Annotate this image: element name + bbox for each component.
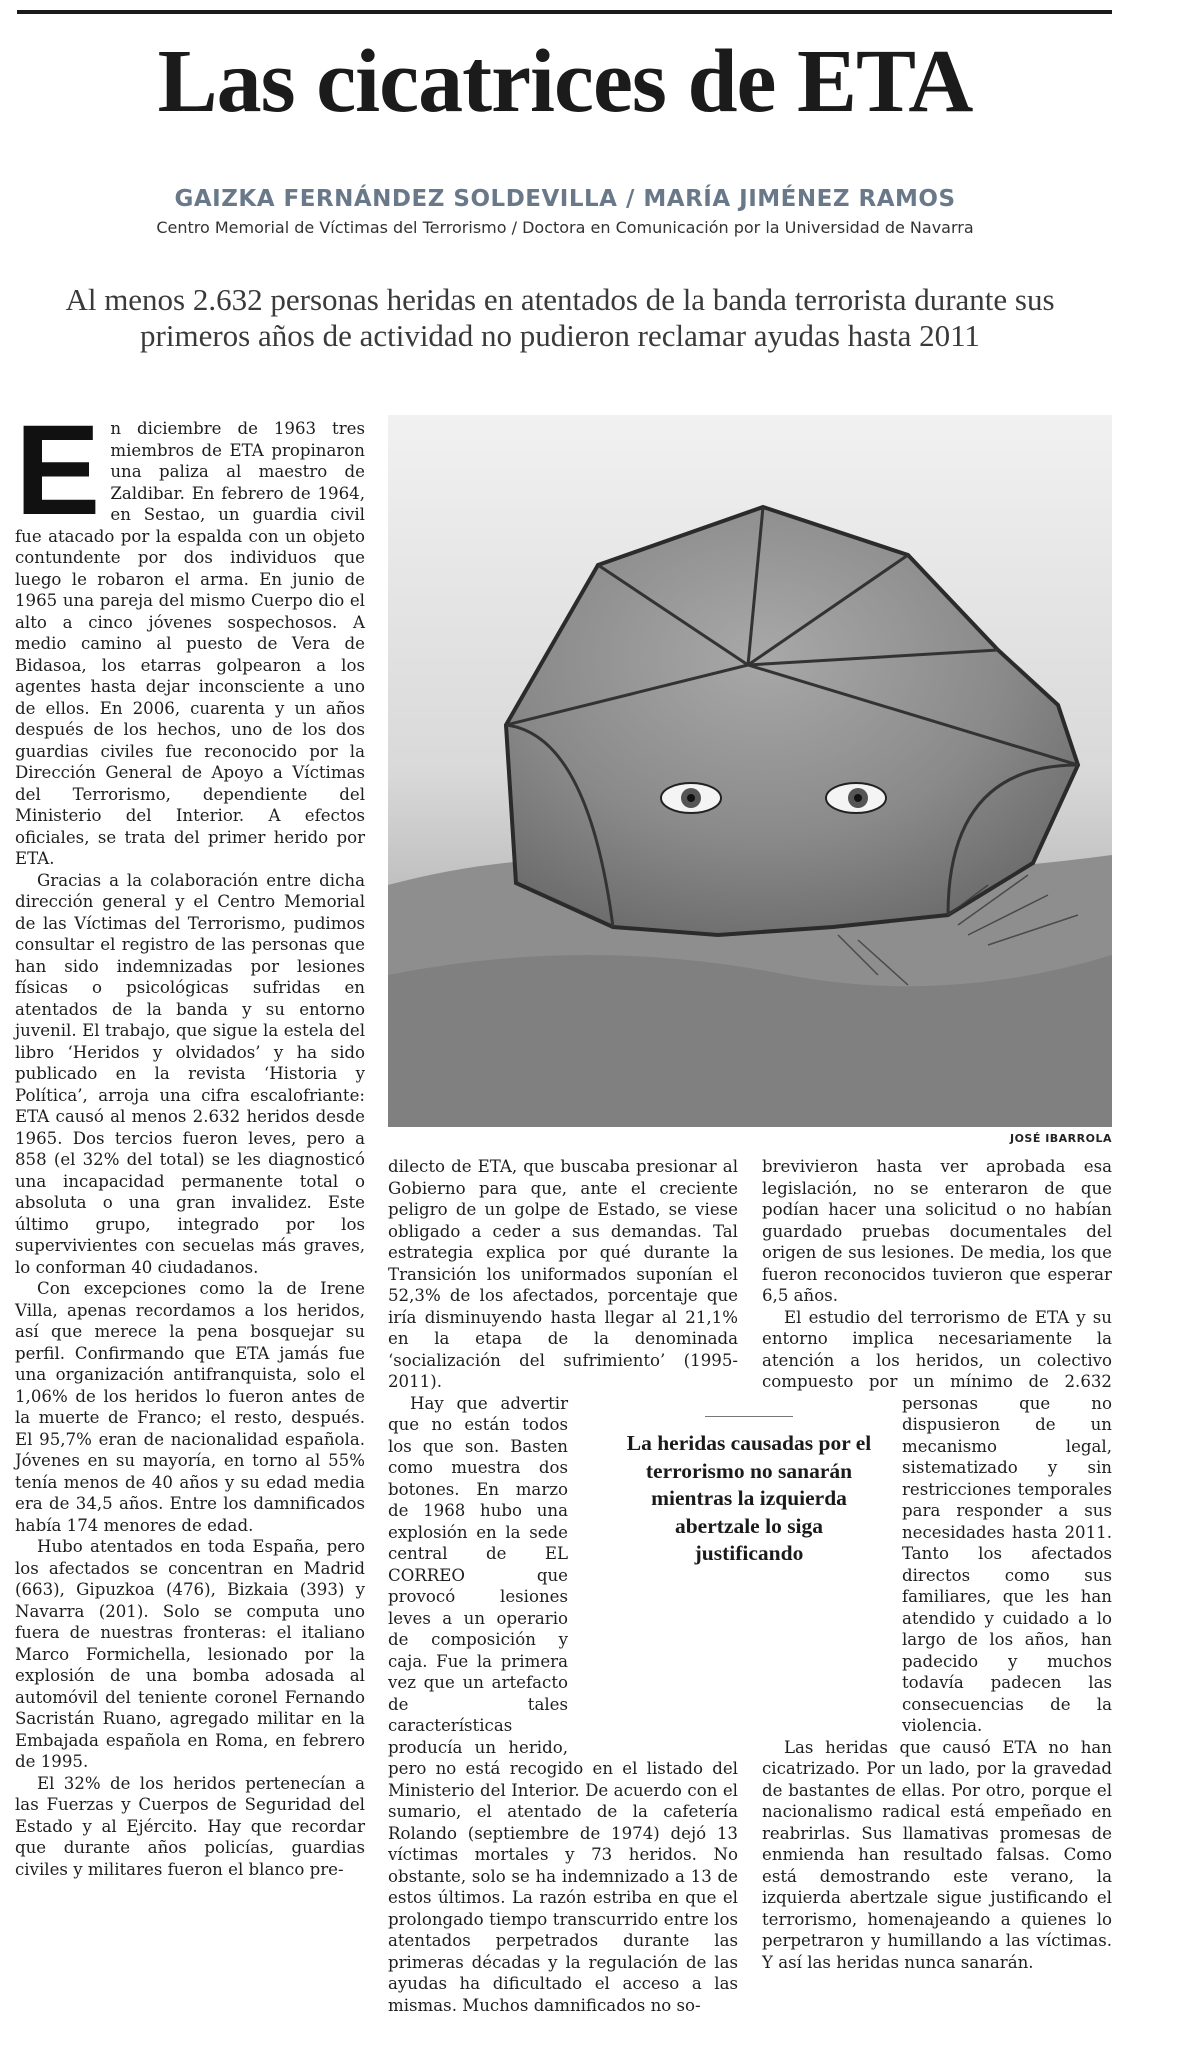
paragraph: El 32% de los heridos pertenecían a las Fuerzas y Cuerpos de Seguridad del Estado y al Ejército. Hay que recordar que durante años policías, guardias civiles y militares fueron el blanco pre- — [15, 1773, 365, 1879]
paragraph: n diciembre de 1963 tres miembros de ETA propinaron una paliza al maestro de Zaldibar. En febrero de 1964, en Sestao, un guardia civil fue atacado por la espalda con un objeto contundente por dos individuos que luego le robaron el arma. En junio de 1965 una pareja del mismo Cuerpo dio el alto a cinco jóvenes sospechosos. A medio camino al puesto de Vera de Bidasoa, los etarras golpearon a los agentes hasta dejar inconsciente a uno de ellos. En 2006, cuarenta y un años después de los hechos, uno de los dos guardias civiles fue reconocido por la Dirección General de Apoyo a Víctimas del Terrorismo, dependiente del Ministerio del Interior. A efectos oficiales, se trata del primer herido por ETA. — [15, 419, 365, 868]
paragraph: Gracias a la colaboración entre dicha dirección general y el Centro Memorial de las Víctimas del Terrorismo, pudimos consultar el registro de las personas que han sido indemnizadas por lesiones físicas o psicológicas sufridas en atentados de la banda y su entorno juvenil. El trabajo, que sigue la estela del libro ‘Heridos y olvidados’ y ha sido publicado en la revista ‘Historia y Política’, arroja una cifra escalofriante: ETA causó al menos 2.632 heridos desde 1965. Dos tercios fueron leves, pero a 858 (el 32% del total) se les diagnosticó una incapacidad permanente total o absoluta o una gran invalidez. Este último grupo, integrado por los supervivientes con secuelas más graves, lo conforman 40 ciudadanos. — [15, 870, 365, 1277]
article-column-1 — [15, 399, 365, 1880]
byline-authors: GAIZKA FERNÁNDEZ SOLDEVILLA / MARÍA JIMÉNEZ RAMOS — [174, 186, 956, 212]
paragraph: Las heridas que causó ETA no han cicatrizado. Por un lado, por la gravedad de bastantes de ellas. Por otro, porque el nacionalismo radical está empeñado en reabrirlas. Sus llamativas promesas de enmienda han resultado falsas. Como está demostrando este verano, la izquierda abertzale sigue justificando el terrorismo, homenajeando a quienes lo perpetraron y humillando a las víctimas. Y así las heridas nunca sanarán. — [762, 1737, 1112, 1972]
umbrella-drawing — [388, 415, 1112, 1127]
article-column-2 — [388, 1156, 738, 2016]
illustration-credit: JOSÉ IBARROLA — [1009, 1132, 1112, 1145]
paragraph: Hubo atentados en toda España, pero los afectados se concentran en Madrid (663), Gipuzkoa (476), Bizkaia (393) y Navarra (201). Solo se computa uno fuera de nuestras fronteras: el italiano Marco Formichella, lesionado por la explosión de una bomba adosada al automóvil del teniente coronel Fernando Sacristán Ruano, agregado militar en la Embajada española en Roma, en febrero de 1995. — [15, 1537, 365, 1771]
paragraph: dilecto de ETA, que buscaba presionar al Gobierno para que, ante el creciente peligro de un golpe de Estado, se viese obligado a ceder a sus demandas. Tal estrategia explica por qué durante la Transición los uniformados suponían el 52,3% de los afectados, porcentaje que iría disminuyendo hasta llegar al 21,1% en la etapa de la denominada ‘socialización del sufrimiento’ (1995-2011). — [388, 1157, 738, 1391]
headline: Las cicatrices de ETA — [157, 32, 973, 131]
paragraph: El estudio del terrorismo de ETA y su entorno implica necesariamente la atención a los heridos, un colectivo compuesto por un mínimo de 2.632 personas que no dispusieron de un mecanismo legal, sistematizado y sin restricciones temporales para responder a sus necesidades hasta 2011. Tanto los afectados directos como sus familiares, que les han atendido y cuidado a lo largo de los años, han padecido y muchos todavía padecen las consecuencias de la violencia. — [762, 1307, 1112, 1735]
top-rule — [17, 10, 1112, 14]
paragraph: brevivieron hasta ver aprobada esa legislación, no se enteraron de que podían hacer una solicitud o no habían guardado pruebas documentales del origen de sus lesiones. De media, los que fueron reconocidos tuvieron que esperar 6,5 años. — [762, 1157, 1112, 1305]
paragraph: Con excepciones como la de Irene Villa, apenas recordamos a los heridos, así que merece la pena bosquejar su perfil. Confirmando que ETA jamás fue una organización antifranquista, solo el 1,06% de los heridos lo fueron antes de la muerte de Franco; el resto, después. El 95,7% eran de nacionalidad española. Jóvenes en su mayoría, en torno al 55% tenía menos de 40 años y su edad media era de 34,5 años. Entre los damnificados había 174 menores de edad. — [15, 1279, 365, 1535]
pull-quote: La heridas causadas por el terrorismo no sanarán mientras la izquierda abertzale lo siga justificando — [626, 1431, 872, 1565]
umbrella-illustration — [388, 415, 1112, 1127]
subheadline: Al menos 2.632 personas heridas en atentados de la banda terrorista durante sus primeros años de actividad no pudieron reclamar ayudas hasta 2011 — [65, 282, 1055, 353]
paragraph: Hay que advertir que no están todos los que son. Basten como muestra dos botones. En marzo de 1968 hubo una explosión en la sede central de EL CORREO que provocó lesiones leves a un operario de composición y caja. Fue la primera vez que un artefacto de tales características producía un herido, pero no está recogido en el listado del Ministerio del Interior. De acuerdo con el sumario, el atentado de la cafetería Rolando (septiembre de 1974) dejó 13 víctimas mortales y 73 heridos. No obstante, solo se ha indemnizado a 13 de estos últimos. La razón estriba en que el prolongado tiempo transcurrido entre los atentados perpetrados durante las primeras décadas y la regulación de las ayudas ha dificultado el acceso a las mismas. Muchos damnificados no so- — [388, 1393, 738, 2015]
pull-quote-rule — [705, 1416, 793, 1417]
byline-affiliation: Centro Memorial de Víctimas del Terrorismo / Doctora en Comunicación por la Universidad de Navarra — [156, 218, 974, 237]
drop-cap: E — [15, 399, 101, 542]
